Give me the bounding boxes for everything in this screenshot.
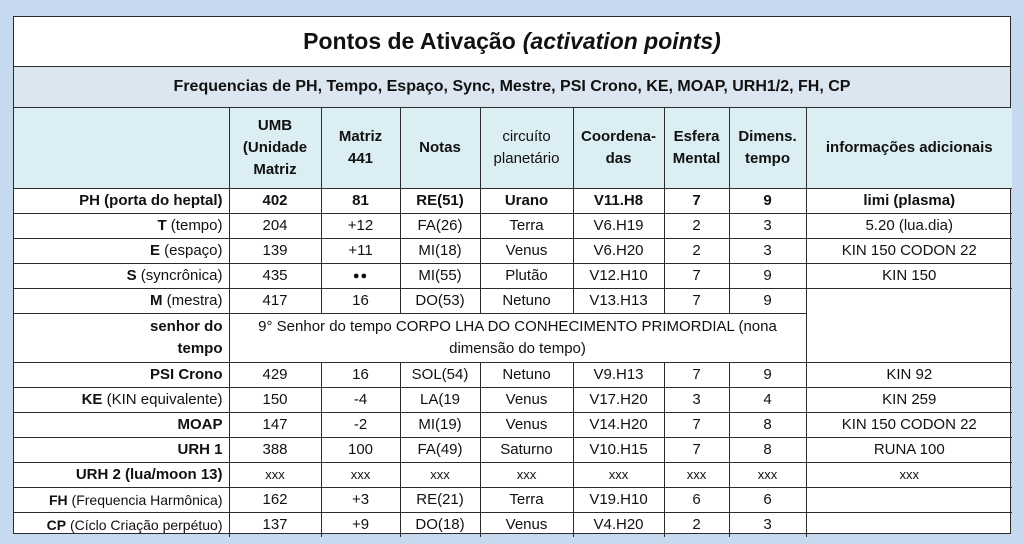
cell-umb: 162 [229,488,321,513]
row-label: PH (porta do heptal) [14,189,229,214]
cell-dimens: 3 [729,513,806,538]
cell-matriz: +9 [321,513,400,538]
cell-esfera: xxx [664,463,729,488]
cell-info: KIN 259 [806,388,1012,413]
row-label: KE (KIN equivalente) [14,388,229,413]
cell-info: KIN 150 CODON 22 [806,239,1012,264]
title-english: (activation points) [522,28,721,54]
cell-circuito: Terra [480,214,573,239]
table-row [14,289,1012,314]
cell-matriz: 81 [321,189,400,214]
cell-info [806,289,1012,363]
cell-circuito: Urano [480,189,573,214]
cell-umb: 417 [229,289,321,314]
header-coordenadas: Coordena- das [573,108,664,189]
table-row [14,388,1012,413]
cell-esfera: 7 [664,413,729,438]
cell-matriz: 16 [321,289,400,314]
cell-dimens: 6 [729,488,806,513]
cell-notas: MI(55) [400,264,480,289]
cell-coord: V6.H19 [573,214,664,239]
cell-dimens: 9 [729,289,806,314]
cell-coord: V14.H20 [573,413,664,438]
cell-circuito: Venus [480,513,573,538]
cell-notas: MI(18) [400,239,480,264]
cell-circuito: Venus [480,388,573,413]
cell-esfera: 7 [664,189,729,214]
cell-esfera: 7 [664,363,729,388]
cell-dimens: 3 [729,214,806,239]
row-label: URH 1 [14,438,229,463]
cell-dimens: 9 [729,363,806,388]
header-esfera: Esfera Mental [664,108,729,189]
table-row-ph [14,189,1012,214]
cell-coord: V6.H20 [573,239,664,264]
cell-matriz: +12 [321,214,400,239]
cell-coord: V12.H10 [573,264,664,289]
table-row [14,363,1012,388]
row-label: MOAP [14,413,229,438]
cell-circuito: Terra [480,488,573,513]
cell-dimens: 8 [729,438,806,463]
cell-circuito: Netuno [480,363,573,388]
row-label: S (syncrônica) [14,264,229,289]
cell-esfera: 7 [664,289,729,314]
cell-matriz: +3 [321,488,400,513]
header-matriz: Matriz 441 [321,108,400,189]
table-row [14,413,1012,438]
cell-matriz: -2 [321,413,400,438]
activation-table [14,108,1012,537]
cell-notas: DO(53) [400,289,480,314]
cell-notas: RE(51) [400,189,480,214]
row-label: T (tempo) [14,214,229,239]
cell-circuito: Plutão [480,264,573,289]
cell-matriz: 16 [321,363,400,388]
cell-coord: V10.H15 [573,438,664,463]
cell-esfera: 7 [664,264,729,289]
table-row [14,463,1012,488]
cell-notas: DO(18) [400,513,480,538]
table-row [14,513,1012,538]
cell-umb: 435 [229,264,321,289]
cell-umb: 429 [229,363,321,388]
header-umb: UMB (Unidade Matriz [229,108,321,189]
cell-esfera: 2 [664,239,729,264]
cell-dimens: xxx [729,463,806,488]
cell-notas: RE(21) [400,488,480,513]
row-label-senhor: senhor do tempo [14,314,229,363]
cell-umb: xxx [229,463,321,488]
cell-matriz: ●● [321,264,400,289]
cell-esfera: 2 [664,513,729,538]
table-row [14,488,1012,513]
cell-notas: SOL(54) [400,363,480,388]
table-frame [13,16,1011,534]
cell-coord: V11.H8 [573,189,664,214]
cell-matriz: +11 [321,239,400,264]
cell-coord: V17.H20 [573,388,664,413]
row-label: FH (Frequencia Harmônica) [14,488,229,513]
cell-notas: xxx [400,463,480,488]
cell-matriz: xxx [321,463,400,488]
cell-circuito: xxx [480,463,573,488]
row-label: E (espaço) [14,239,229,264]
cell-coord: V9.H13 [573,363,664,388]
cell-circuito: Saturno [480,438,573,463]
cell-umb: 147 [229,413,321,438]
cell-umb: 402 [229,189,321,214]
header-info: informações adicionais [806,108,1012,189]
cell-info: xxx [806,463,1012,488]
title-main: Pontos de Ativação [303,28,516,54]
page-title [14,17,1010,67]
cell-esfera: 7 [664,438,729,463]
cell-coord: V19.H10 [573,488,664,513]
cell-coord: V13.H13 [573,289,664,314]
cell-matriz: 100 [321,438,400,463]
cell-esfera: 3 [664,388,729,413]
cell-dimens: 8 [729,413,806,438]
cell-info: 5.20 (lua.dia) [806,214,1012,239]
cell-coord: V4.H20 [573,513,664,538]
cell-esfera: 2 [664,214,729,239]
senhor-text: 9° Senhor do tempo CORPO LHA DO CONHECIMENTO PRIMORDIAL (nona dimensão do tempo) [229,314,806,363]
cell-info [806,488,1012,513]
cell-dimens: 9 [729,189,806,214]
cell-umb: 204 [229,214,321,239]
cell-info: KIN 150 [806,264,1012,289]
cell-umb: 139 [229,239,321,264]
cell-notas: FA(49) [400,438,480,463]
table-row [14,264,1012,289]
cell-notas: LA(19 [400,388,480,413]
cell-circuito: Venus [480,413,573,438]
cell-umb: 150 [229,388,321,413]
table-row [14,438,1012,463]
cell-info: KIN 150 CODON 22 [806,413,1012,438]
cell-info: RUNA 100 [806,438,1012,463]
header-empty [14,108,229,189]
header-circuito: circuíto planetário [480,108,573,189]
cell-esfera: 6 [664,488,729,513]
header-dimens: Dimens. tempo [729,108,806,189]
table-row [14,239,1012,264]
row-label: CP (Cíclo Criação perpétuo) [14,513,229,538]
cell-coord: xxx [573,463,664,488]
cell-umb: 388 [229,438,321,463]
cell-circuito: Netuno [480,289,573,314]
cell-dimens: 4 [729,388,806,413]
cell-dimens: 9 [729,264,806,289]
cell-info [806,513,1012,538]
cell-info: KIN 92 [806,363,1012,388]
row-label: M (mestra) [14,289,229,314]
cell-dimens: 3 [729,239,806,264]
cell-info: limi (plasma) [806,189,1012,214]
header-row [14,108,1012,189]
cell-notas: MI(19) [400,413,480,438]
table-row [14,214,1012,239]
header-notas: Notas [400,108,480,189]
cell-notas: FA(26) [400,214,480,239]
row-label: PSI Crono [14,363,229,388]
row-label: URH 2 (lua/moon 13) [14,463,229,488]
cell-matriz: -4 [321,388,400,413]
cell-umb: 137 [229,513,321,538]
page-subtitle: Frequencias de PH, Tempo, Espaço, Sync, Mestre, PSI Crono, KE, MOAP, URH1/2, FH, CP [14,67,1010,108]
cell-circuito: Venus [480,239,573,264]
